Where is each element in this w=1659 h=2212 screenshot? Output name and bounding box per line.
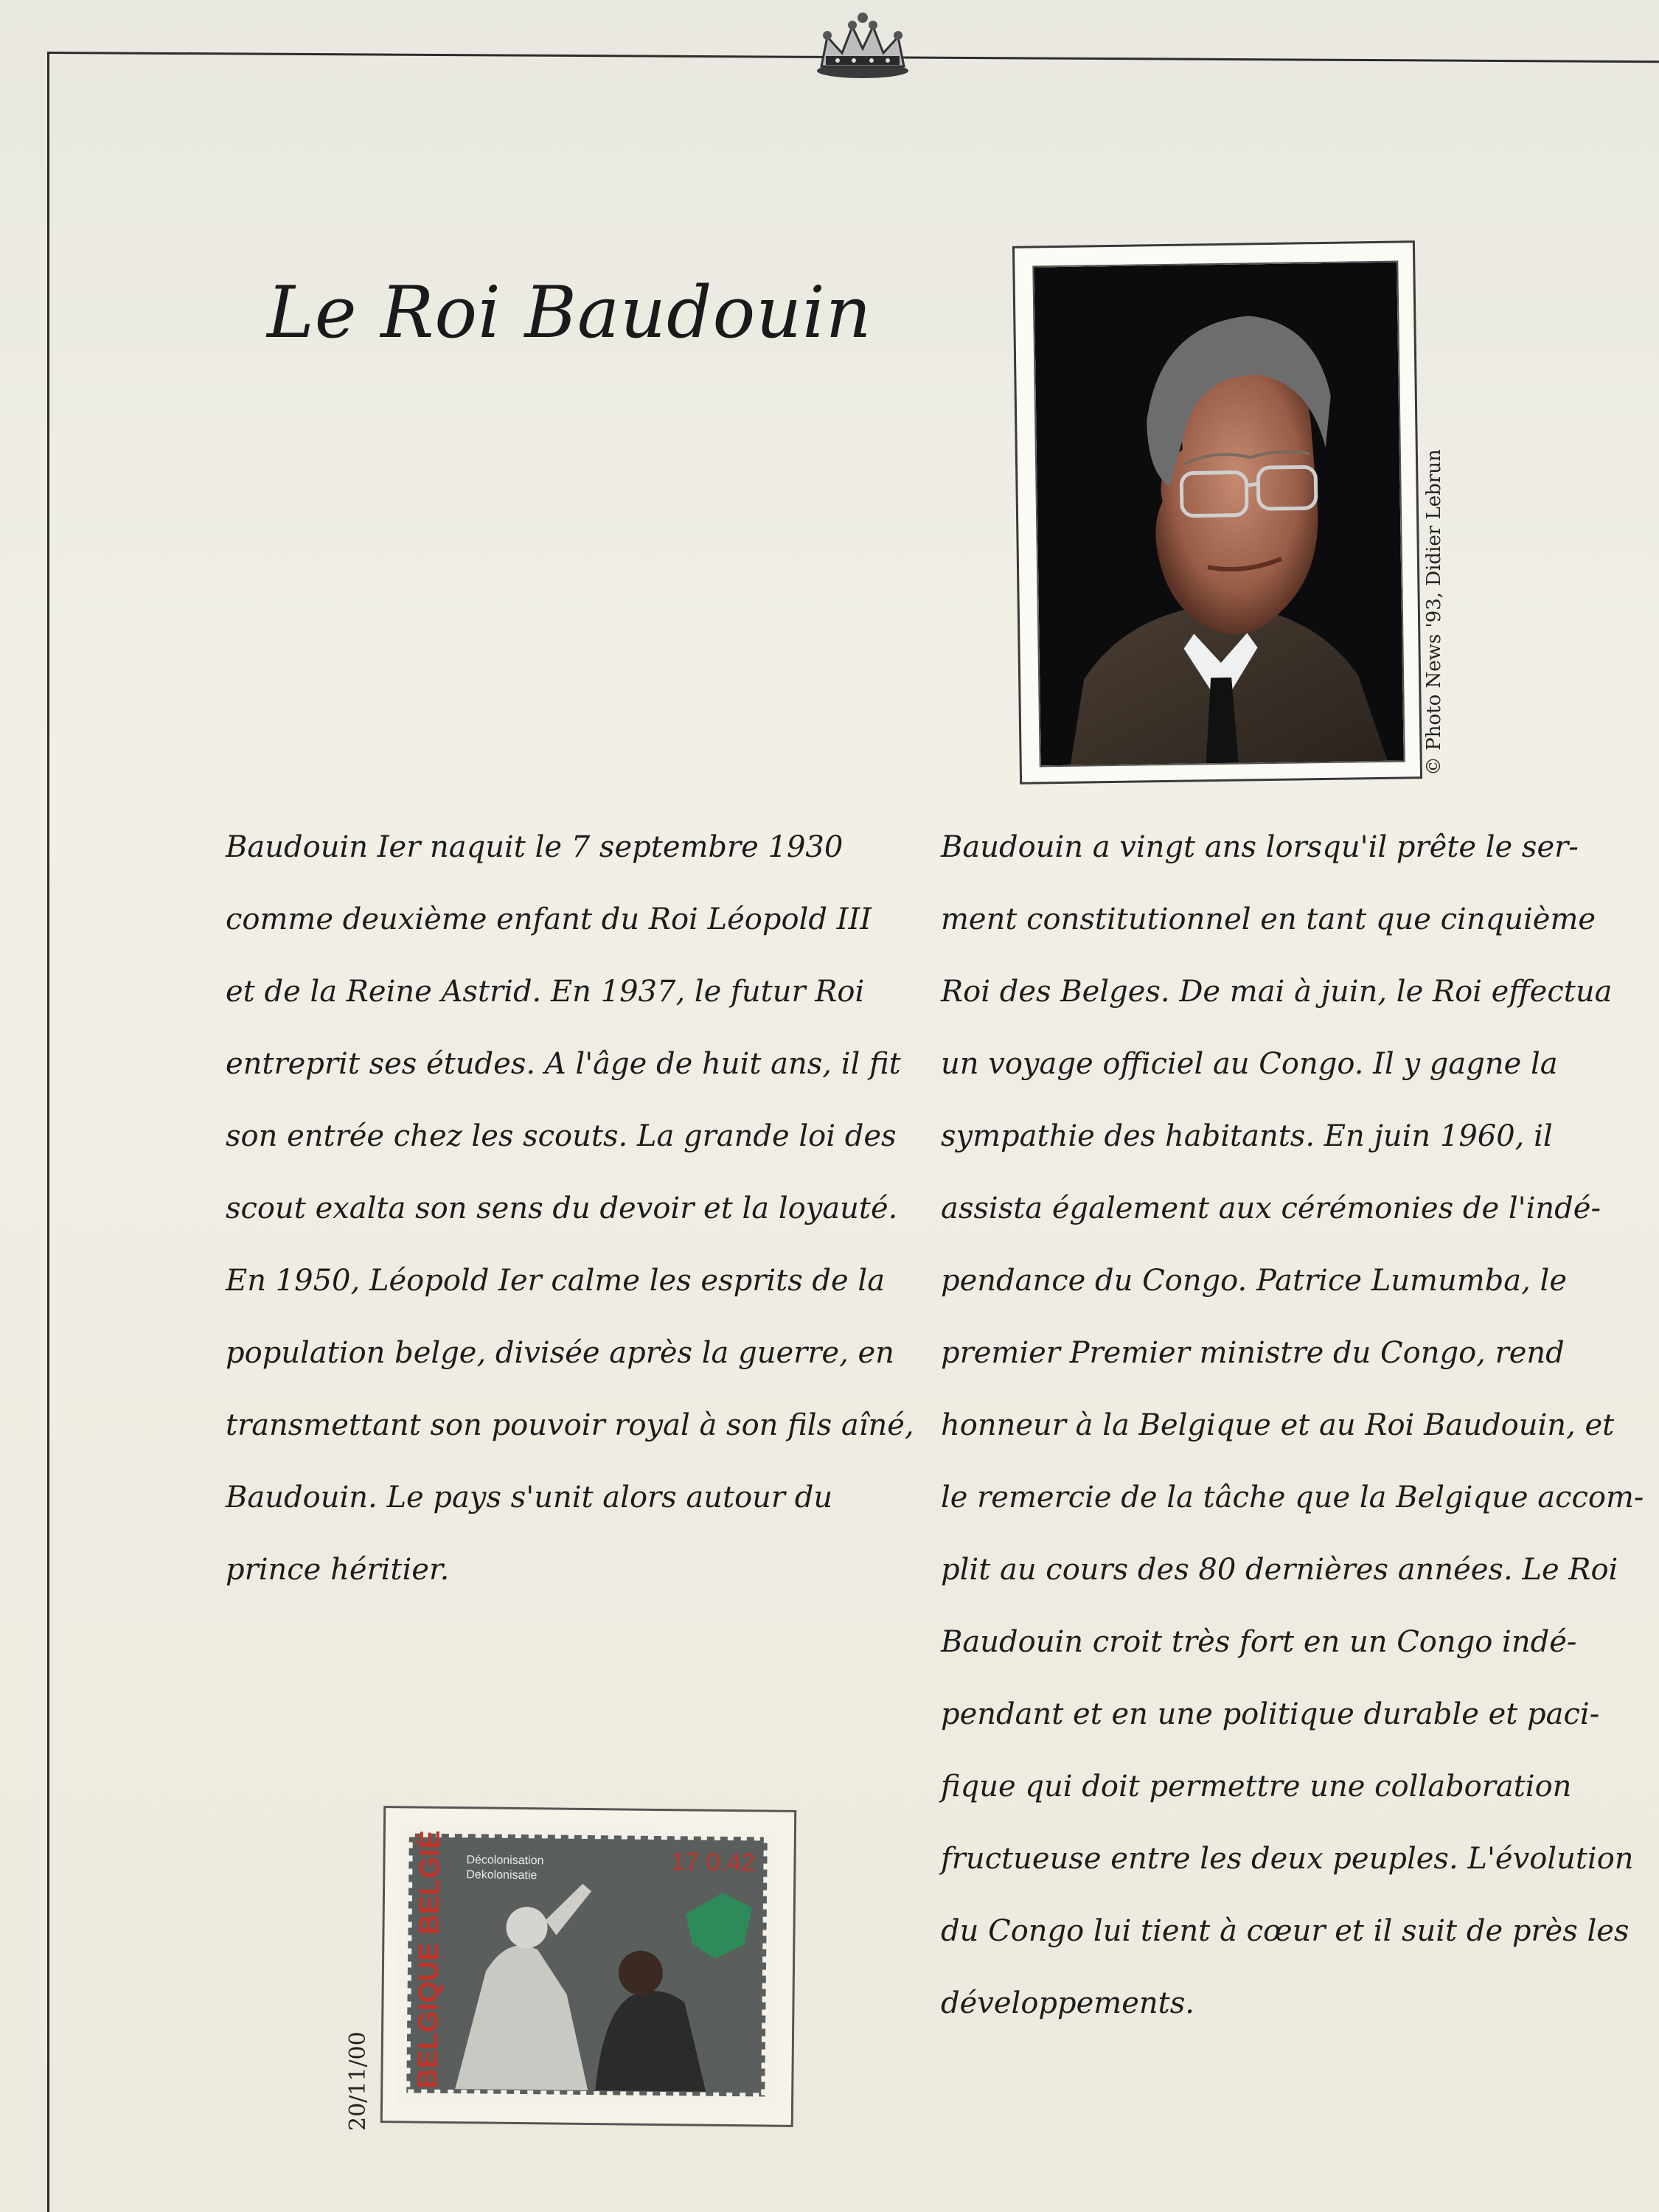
stamp-country: BELGIQUE BELGIË [412, 1830, 446, 2089]
text-line: Baudouin croit très fort en un Congo indé- [941, 1625, 1577, 1659]
text-line: Baudouin Ier naquit le 7 septembre 1930 [226, 830, 844, 864]
text-line: honneur à la Belgique et au Roi Baudouin, et [941, 1408, 1615, 1442]
text-line: du Congo lui tient à cœur et il suit de près les [941, 1914, 1630, 1948]
right-text-column [941, 811, 1644, 2039]
text-line: sympathie des habitants. En juin 1960, il [941, 1119, 1553, 1153]
text-line: un voyage officiel au Congo. Il y gagne la [941, 1047, 1558, 1081]
text-line: scout exalta son sens du devoir et la loyauté. [226, 1192, 898, 1225]
text-line: population belge, divisée après la guerre, en [226, 1336, 894, 1370]
text-line: entreprit ses études. A l'âge de huit ans, il fit [226, 1047, 901, 1081]
left-text-column [226, 811, 914, 1606]
text-line: son entrée chez les scouts. La grande loi des [226, 1119, 897, 1153]
text-line: Baudouin. Le pays s'unit alors autour du [226, 1481, 833, 1514]
portrait-photo [1032, 261, 1405, 768]
crown-icon [811, 7, 914, 81]
page-frame-left [47, 52, 49, 2212]
portrait-mount [1012, 240, 1422, 785]
text-line: pendance du Congo. Patrice Lumumba, le [941, 1264, 1568, 1298]
text-line: le remercie de la tâche que la Belgique accom- [941, 1481, 1644, 1514]
text-line: prince héritier. [226, 1553, 450, 1587]
text-line: fique qui doit permettre une collaboration [941, 1770, 1572, 1804]
stamp-value: 17 0.42 [671, 1848, 756, 1877]
text-line: transmettant son pouvoir royal à son fils aîné, [226, 1408, 914, 1442]
text-line: En 1950, Léopold Ier calme les esprits de la [226, 1264, 886, 1298]
text-line: pendant et en une politique durable et paci- [941, 1697, 1600, 1731]
stamp-mount [380, 1806, 796, 2127]
stamp-date: 20/11/00 [345, 2031, 371, 2131]
text-line: assista également aux cérémonies de l'indé- [941, 1192, 1601, 1225]
text-line: et de la Reine Astrid. En 1937, le futur Roi [226, 975, 865, 1009]
text-line: plit au cours des 80 dernières années. Le Roi [941, 1553, 1618, 1587]
stamp-caption-fr: Décolonisation [466, 1854, 544, 1868]
text-line: développements. [941, 1986, 1194, 2020]
text-line: Roi des Belges. De mai à juin, le Roi effectua [941, 975, 1613, 1009]
stamp-caption-nl: Dekolonisatie [466, 1868, 538, 1882]
stamp [396, 1823, 778, 2107]
text-line: ment constitutionnel en tant que cinquième [941, 902, 1596, 936]
text-line: Baudouin a vingt ans lorsqu'il prête le ser- [941, 830, 1579, 864]
text-line: comme deuxième enfant du Roi Léopold III [226, 902, 872, 936]
text-line: fructueuse entre les deux peuples. L'évolution [941, 1842, 1634, 1876]
page-title: Le Roi Baudouin [267, 271, 872, 354]
text-line: premier Premier ministre du Congo, rend [941, 1336, 1565, 1370]
photo-credit: © Photo News '93, Didier Lebrun [1423, 449, 1445, 776]
